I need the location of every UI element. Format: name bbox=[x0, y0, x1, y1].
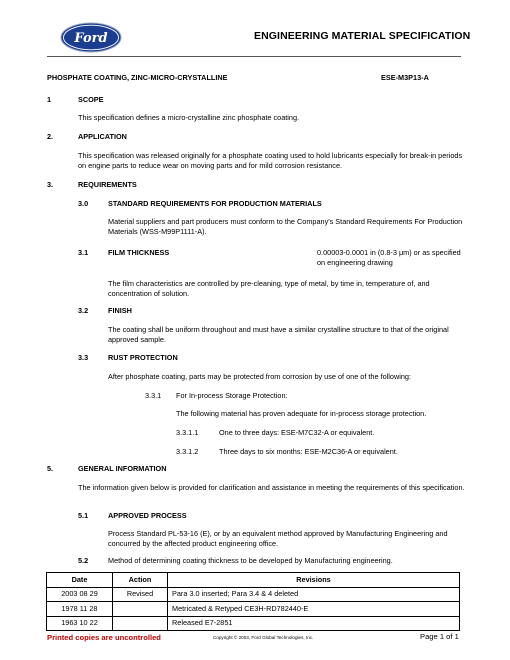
section-5-title: GENERAL INFORMATION bbox=[78, 464, 167, 473]
section-3-0-number: 3.0 bbox=[78, 199, 89, 208]
section-5-1-number: 5.1 bbox=[78, 511, 89, 520]
section-3-3-1-number: 3.3.1 bbox=[145, 391, 162, 400]
revision-date: 1963 10 22 bbox=[47, 616, 113, 631]
spec-number: ESE-M3P13-A bbox=[381, 73, 429, 82]
section-5-1-title: APPROVED PROCESS bbox=[108, 511, 187, 520]
section-3-1-number: 3.1 bbox=[78, 248, 89, 257]
section-5-2-number: 5.2 bbox=[78, 556, 89, 565]
copyright-notice: Copyright © 2003, Ford Global Technologies, Inc. bbox=[213, 635, 314, 640]
revision-table bbox=[46, 572, 460, 631]
section-3-3-1-subtext: The following material has proven adequate for in-process storage protection. bbox=[176, 409, 427, 418]
revision-action bbox=[113, 616, 168, 631]
section-1-number: 1 bbox=[47, 95, 52, 104]
document-title: ENGINEERING MATERIAL SPECIFICATION bbox=[254, 30, 471, 42]
film-thickness-value: 0.00003-0.0001 in (0.8-3 μm) or as specified on engineering drawing bbox=[317, 248, 461, 267]
revision-action: Revised bbox=[113, 587, 168, 602]
section-3-title: REQUIREMENTS bbox=[78, 180, 137, 189]
section-3-3-1-2-number: 3.3.1.2 bbox=[176, 447, 199, 456]
uncontrolled-copy-notice: Printed copies are uncontrolled bbox=[47, 633, 161, 642]
revision-action bbox=[113, 602, 168, 617]
revision-header-action: Action bbox=[113, 573, 168, 588]
revision-description: Metricated & Retyped CE3H-RD782440-E bbox=[168, 602, 460, 617]
table-row bbox=[47, 587, 460, 602]
revision-description: Released E7-2851 bbox=[168, 616, 460, 631]
section-5-1-text: Process Standard PL-53-16 (E), or by an equivalent method approved by Manufacturing Engineering and concurred by the affected product engineering office. bbox=[108, 529, 448, 548]
table-row bbox=[47, 602, 460, 617]
section-3-3-title: RUST PROTECTION bbox=[108, 353, 178, 362]
section-1-title: SCOPE bbox=[78, 95, 104, 104]
section-3-2-text: The coating shall be uniform throughout and must have a similar crystalline structure to that of the original approved sample. bbox=[108, 325, 449, 344]
section-5-number: 5. bbox=[47, 464, 54, 473]
ford-logo bbox=[60, 22, 122, 53]
section-5-2-text: Method of determining coating thickness to be developed by Manufacturing engineering. bbox=[108, 556, 393, 565]
section-2-number: 2. bbox=[47, 132, 54, 141]
spec-name: PHOSPHATE COATING, ZINC-MICRO-CRYSTALLINE bbox=[47, 73, 228, 82]
section-3-1-text: The film characteristics are controlled by pre-cleaning, type of metal, by time in, temperature of, and concentration of solution. bbox=[108, 279, 430, 298]
revision-header-date: Date bbox=[47, 573, 113, 588]
section-3-3-text: After phosphate coating, parts may be protected from corrosion by use of one of the following: bbox=[108, 372, 411, 381]
section-1-text: This specification defines a micro-crystalline zinc phosphate coating. bbox=[78, 113, 300, 122]
section-3-1-title: FILM THICKNESS bbox=[108, 248, 170, 257]
table-row bbox=[47, 616, 460, 631]
section-3-3-1-1-text: One to three days: ESE-M7C32-A or equivalent. bbox=[219, 428, 375, 437]
section-3-number: 3. bbox=[47, 180, 54, 189]
section-3-3-1-2-text: Three days to six months: ESE-M2C36-A or equivalent. bbox=[219, 447, 398, 456]
ford-logo-text: Ford bbox=[74, 31, 108, 46]
revision-date: 1978 11 28 bbox=[47, 602, 113, 617]
section-3-3-1-1-number: 3.3.1.1 bbox=[176, 428, 199, 437]
section-3-0-title: STANDARD REQUIREMENTS FOR PRODUCTION MATERIALS bbox=[108, 199, 322, 208]
revision-date: 2003 08 29 bbox=[47, 587, 113, 602]
section-2-text: This specification was released originally for a phosphate coating used to hold lubricants especially for break-in periods on engine parts to reduce wear on moving parts and for mild corrosion resistance. bbox=[78, 151, 463, 170]
section-3-2-number: 3.2 bbox=[78, 306, 89, 315]
section-3-3-number: 3.3 bbox=[78, 353, 89, 362]
section-3-0-text: Material suppliers and part producers must conform to the Company's Standard Requirements For Production Materials (WSS-M99P1111-A). bbox=[108, 217, 463, 236]
header-divider bbox=[47, 56, 461, 57]
revision-table-header bbox=[47, 573, 460, 588]
section-3-3-1-text: For In-process Storage Protection: bbox=[176, 391, 288, 400]
revision-header-revisions: Revisions bbox=[168, 573, 460, 588]
section-2-title: APPLICATION bbox=[78, 132, 127, 141]
page-number: Page 1 of 1 bbox=[420, 632, 459, 641]
section-5-text: The information given below is provided for clarification and assistance in meeting the requirements of this specification. bbox=[78, 483, 465, 492]
section-3-2-title: FINISH bbox=[108, 306, 132, 315]
revision-description: Para 3.0 inserted; Para 3.4 & 4 deleted bbox=[168, 587, 460, 602]
